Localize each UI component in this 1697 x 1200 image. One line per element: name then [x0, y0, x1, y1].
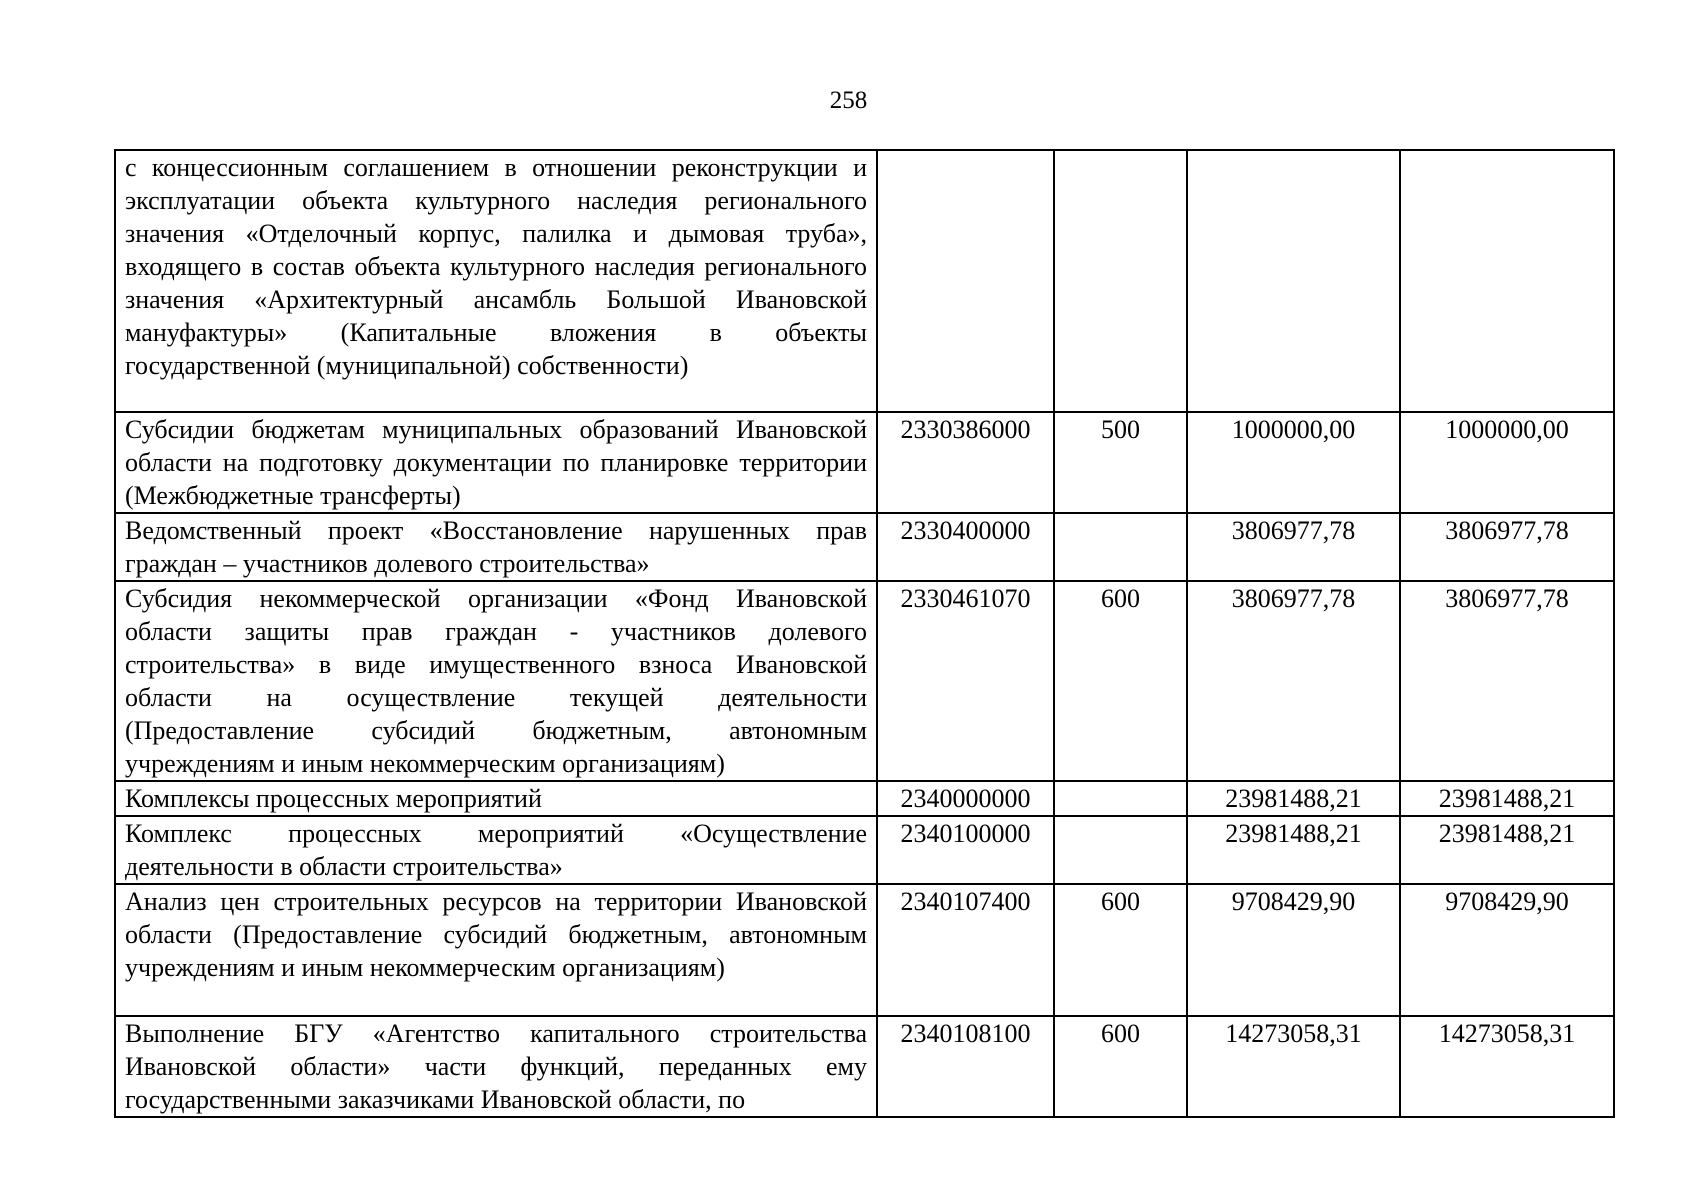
row-type [1054, 150, 1187, 412]
row-code: 2340107400 [877, 884, 1054, 1016]
row-amount-1: 3806977,78 [1187, 581, 1400, 781]
row-amount-1 [1187, 150, 1400, 412]
row-amount-2: 14273058,31 [1400, 1016, 1614, 1117]
table-row [115, 1016, 1614, 1117]
table-row [115, 150, 1614, 412]
row-amount-1: 3806977,78 [1187, 513, 1400, 581]
row-amount-1: 23981488,21 [1187, 816, 1400, 884]
page-number: 258 [829, 87, 868, 114]
table-row [115, 581, 1614, 781]
row-type [1054, 816, 1187, 884]
row-type: 600 [1054, 884, 1187, 1016]
table-row [115, 513, 1614, 581]
row-code: 2340000000 [877, 781, 1054, 816]
row-name: Комплексы процессных мероприятий [115, 781, 877, 816]
row-type: 600 [1054, 581, 1187, 781]
row-name: Анализ цен строительных ресурсов на территории Ивановской области (Предоставление субсидий бюджетным, автономным учреждениям и иным некоммерческим организациям) [115, 884, 877, 1016]
row-type [1054, 781, 1187, 816]
row-amount-2: 3806977,78 [1400, 581, 1614, 781]
row-amount-1: 9708429,90 [1187, 884, 1400, 1016]
table-row [115, 781, 1614, 816]
row-type: 600 [1054, 1016, 1187, 1117]
table-row [115, 412, 1614, 513]
row-name: с концессионным соглашением в отношении реконструкции и эксплуатации объекта культурного наследия регионального значения «Отделочный корпус, палилка и дымовая труба», входящего в состав объекта культурного наследия регионального значения «Архитектурный ансамбль Большой Ивановской мануфактуры» (Капитальные вложения в объекты государственной (муниципальной) собственности) [115, 150, 877, 412]
row-name: Субсидия некоммерческой организации «Фонд Ивановской области защиты прав граждан - участников долевого строительства» в виде имущественного взноса Ивановской области на осуществление текущей деятельности (Предоставление субсидий бюджетным, автономным учреждениям и иным некоммерческим организациям) [115, 581, 877, 781]
row-amount-1: 23981488,21 [1187, 781, 1400, 816]
row-type: 500 [1054, 412, 1187, 513]
row-amount-1: 1000000,00 [1187, 412, 1400, 513]
row-code: 2340100000 [877, 816, 1054, 884]
row-code: 2340108100 [877, 1016, 1054, 1117]
row-code [877, 150, 1054, 412]
row-name: Ведомственный проект «Восстановление нарушенных прав граждан – участников долевого строительства» [115, 513, 877, 581]
row-amount-2: 23981488,21 [1400, 781, 1614, 816]
row-name: Комплекс процессных мероприятий «Осуществление деятельности в области строительства» [115, 816, 877, 884]
row-amount-2: 23981488,21 [1400, 816, 1614, 884]
row-code: 2330400000 [877, 513, 1054, 581]
table-row [115, 816, 1614, 884]
table-row [115, 884, 1614, 1016]
row-amount-2: 9708429,90 [1400, 884, 1614, 1016]
row-code: 2330461070 [877, 581, 1054, 781]
row-code: 2330386000 [877, 412, 1054, 513]
row-amount-2: 1000000,00 [1400, 412, 1614, 513]
row-amount-2 [1400, 150, 1614, 412]
row-type [1054, 513, 1187, 581]
row-name: Выполнение БГУ «Агентство капитального строительства Ивановской области» части функций, переданных ему государственными заказчиками Ивановской области, по [115, 1016, 877, 1117]
budget-table [114, 149, 1615, 1118]
row-name: Субсидии бюджетам муниципальных образований Ивановской области на подготовку документации по планировке территории (Межбюджетные трансферты) [115, 412, 877, 513]
row-amount-2: 3806977,78 [1400, 513, 1614, 581]
row-amount-1: 14273058,31 [1187, 1016, 1400, 1117]
